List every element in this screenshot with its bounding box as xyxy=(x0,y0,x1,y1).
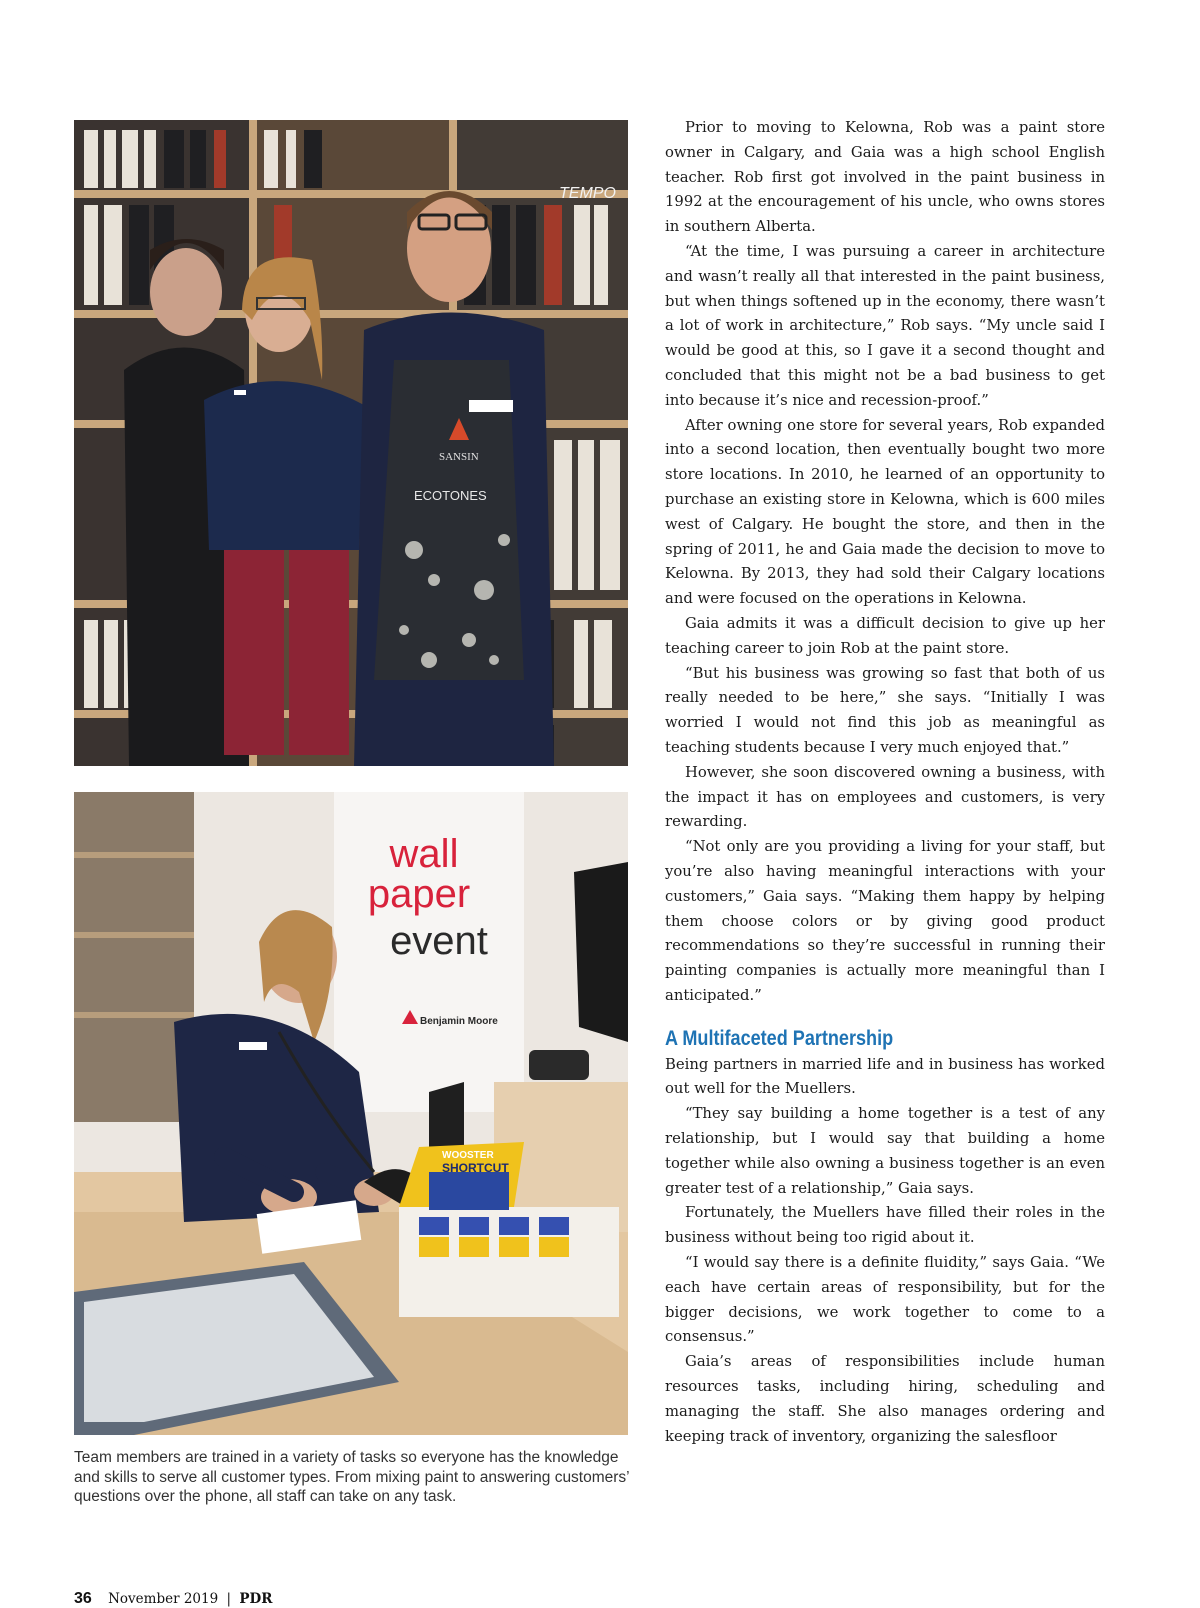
page-number: 36 xyxy=(74,1590,92,1607)
article-paragraph: Being partners in married life and in business has worked out well for the Muellers. xyxy=(665,1055,1105,1098)
article-paragraph: After owning one store for several years, Rob expanded into a second location, then eventually bought two more store locations. In 2010, he learned of an opportunity to purchase an existing store in Kelowna, which is 600 miles west of Calgary. He bought the store, and then in the spring of 2011, he and Gaia made the decision to move to Kelowna. By 2013, they had sold their Calgary locations and were focused on the operations in Kelowna. xyxy=(665,416,1105,608)
article-paragraph: Fortunately, the Muellers have filled their roles in the business without being too rigid about it. xyxy=(665,1204,1105,1247)
shelf-label: TEMPO xyxy=(559,185,616,202)
staff-group-photo xyxy=(74,120,628,766)
section-heading: A Multifaceted Partnership xyxy=(665,1026,894,1050)
article-paragraph: Gaia admits it was a difficult decision to give up her teaching career to join Rob at the paint store. xyxy=(665,614,1105,657)
magazine-name: PDR xyxy=(239,1591,273,1607)
banner-event-text: event xyxy=(390,919,488,963)
page-footer xyxy=(74,1590,272,1608)
box-brand-text: WOOSTER xyxy=(442,1150,494,1161)
article-column xyxy=(665,116,1105,1449)
article-paragraph: However, she soon discovered owning a business, with the impact it has on employees and customers, is very rewarding. xyxy=(665,763,1105,831)
article-paragraph: Prior to moving to Kelowna, Rob was a paint store owner in Calgary, and Gaia was a high school English teacher. Rob first got involved in the paint business in 1992 at the encouragement of his uncle, who owns stores in southern Alberta. xyxy=(665,119,1105,236)
article-paragraph: “But his business was growing so fast that both of us really needed to be here,” she says. “Initially I was worried I would not find this job as meaningful as teaching students because I very much enjoyed that.” xyxy=(665,664,1105,756)
counter-phone-photo xyxy=(74,792,628,1435)
apron-product-text: ECOTONES xyxy=(414,488,487,503)
article-paragraph: “I would say there is a definite fluidity,” says Gaia. “We each have certain areas of responsibility, but for the bigger decisions, we work together to come to a consensus.” xyxy=(665,1254,1105,1346)
article-paragraph: Gaia’s areas of responsibilities include human resources tasks, including hiring, scheduling and managing the staff. She also manages ordering and keeping track of inventory, organizing the salesfloor xyxy=(665,1353,1105,1445)
box-product-text: SHORTCUT xyxy=(442,1161,509,1175)
photo-caption: Team members are trained in a variety of tasks so everyone has the knowledge and skills to serve all customer types. From mixing paint to answering customers’ questions over the phone, all staff can take on any task. xyxy=(74,1449,630,1505)
article-paragraph: “They say building a home together is a test of any relationship, but I would say that building a home together while also owning a business together is an even greater test of a relationship,” Gaia says. xyxy=(665,1105,1105,1197)
banner-wall-text: wall xyxy=(389,832,459,876)
banner-brand-text: Benjamin Moore xyxy=(420,1016,498,1027)
issue-date: November 2019 xyxy=(108,1591,219,1607)
apron-brand-text: SANSIN xyxy=(439,451,479,463)
article-paragraph: “At the time, I was pursuing a career in architecture and wasn’t really all that interested in the paint business, but when things softened up in the economy, there wasn’t a lot of work in architecture,” Rob says. “My uncle said I would be good at this, so I gave it a second thought and concluded that this might not be a bad business to get into because it’s nice and recession-proof.” xyxy=(665,242,1105,409)
footer-separator: | xyxy=(226,1591,232,1607)
banner-paper-text: paper xyxy=(367,872,471,916)
article-paragraph: “Not only are you providing a living for your staff, but you’re also having meaningful interactions with your customers,” Gaia says. “Making them happy by helping them choose colors or by giving good product recommendations so they’re successful in running their painting companies is actually more meaningful than I anticipated.” xyxy=(665,838,1105,1004)
